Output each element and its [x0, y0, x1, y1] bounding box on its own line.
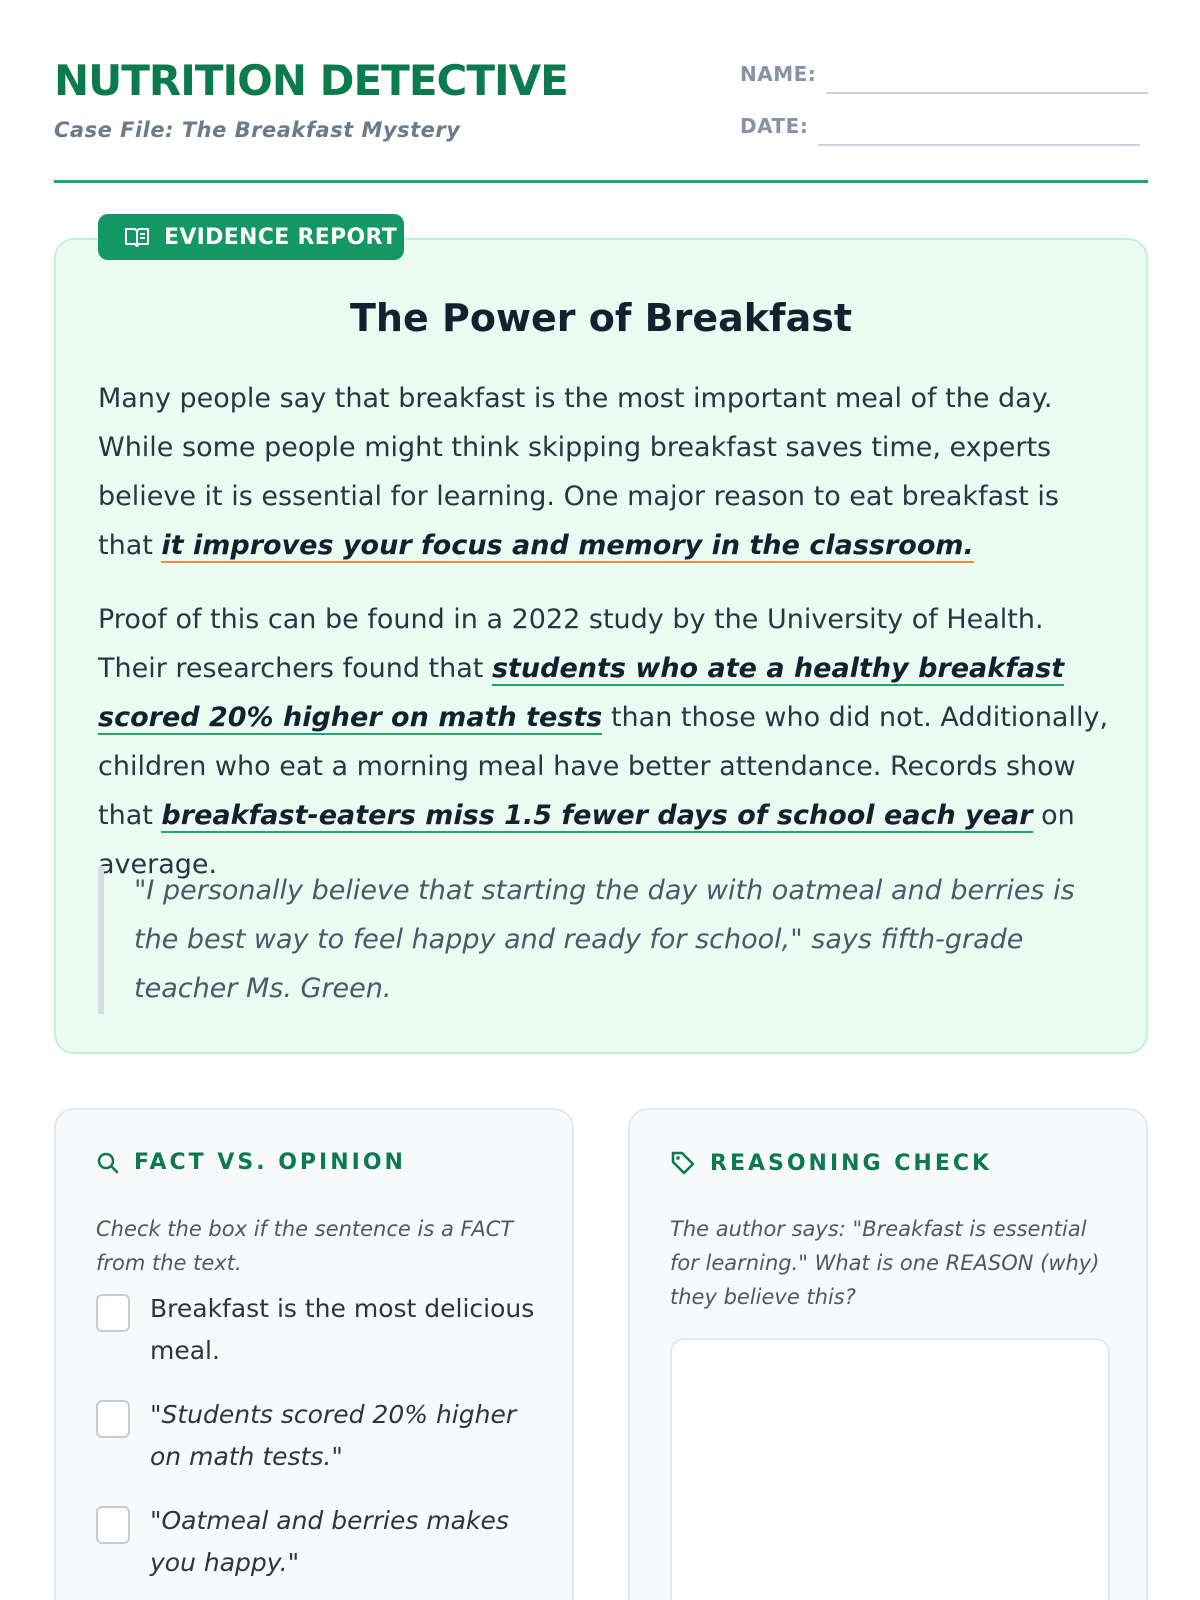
- fact-checkbox[interactable]: [96, 1506, 130, 1544]
- fact-opinion-instructions: Check the box if the sentence is a FACT from the text.: [96, 1217, 514, 1275]
- fact-item-text: "Students scored 20% higher on math tests.": [150, 1400, 517, 1471]
- highlight-evidence-1: students who ate a healthy breakfast scored 20% higher on math tests: [98, 653, 1065, 733]
- reasoning-card: [628, 1108, 1148, 1600]
- reasoning-answer-box[interactable]: [670, 1338, 1110, 1600]
- name-field[interactable]: [740, 56, 1148, 86]
- fact-opinion-card: [54, 1108, 574, 1600]
- date-line[interactable]: [818, 144, 1140, 146]
- book-icon: [124, 226, 150, 248]
- fact-checkbox[interactable]: [96, 1294, 130, 1332]
- reasoning-title: REASONING CHECK: [710, 1150, 993, 1176]
- name-label: NAME:: [740, 62, 817, 86]
- fact-opinion-title: FACT VS. OPINION: [134, 1150, 406, 1175]
- opinion-quote: "I personally believe that starting the day with oatmeal and berries is the best way to feel happy and ready for school," says fifth-grade teacher Ms. Green.: [98, 866, 1120, 1014]
- page-subtitle: Case File: The Breakfast Mystery: [54, 118, 461, 142]
- fact-item: [96, 1500, 536, 1584]
- evidence-tab-label: EVIDENCE REPORT: [164, 224, 398, 250]
- reasoning-heading: [670, 1150, 992, 1176]
- evidence-tab: [98, 214, 404, 260]
- fact-item-text: "Oatmeal and berries makes you happy.": [150, 1506, 509, 1577]
- worksheet-header: [54, 52, 1148, 184]
- fact-item: [96, 1394, 536, 1478]
- fact-opinion-heading: [96, 1150, 406, 1175]
- fact-item-text: Breakfast is the most delicious meal.: [150, 1294, 535, 1365]
- date-label: DATE:: [740, 114, 809, 138]
- search-icon: [96, 1151, 120, 1175]
- highlight-main-claim: it improves your focus and memory in the classroom.: [161, 530, 974, 561]
- reasoning-instructions: The author says: "Breakfast is essential for learning." What is one REASON (why) they believe this?: [670, 1217, 1100, 1309]
- paragraph-2-text-a: Proof of this can be found in a 2022 study by the University of Health. Their researchers found that: [98, 604, 1044, 684]
- tag-icon: [670, 1150, 696, 1176]
- paragraph-1-text: Many people say that breakfast is the most important meal of the day. While some people might think skipping breakfast saves time, experts believe it is essential for learning. One major reason to eat breakfast is that: [98, 383, 1059, 561]
- name-line[interactable]: [826, 92, 1148, 94]
- fact-item: [96, 1288, 536, 1372]
- paragraph-2-text-c: on average.: [98, 800, 1075, 880]
- paragraph-1: [98, 374, 1120, 570]
- date-field[interactable]: [740, 108, 1148, 138]
- fact-checkbox[interactable]: [96, 1400, 130, 1438]
- highlight-evidence-2: breakfast-eaters miss 1.5 fewer days of school each year: [161, 800, 1033, 831]
- header-divider: [54, 180, 1148, 183]
- article-title: The Power of Breakfast: [350, 296, 852, 340]
- paragraph-2: [98, 595, 1120, 889]
- paragraph-2-text-b: than those who did not. Additionally, children who eat a morning meal have better attendance. Records show that: [98, 702, 1109, 831]
- page-title: NUTRITION DETECTIVE: [54, 56, 568, 105]
